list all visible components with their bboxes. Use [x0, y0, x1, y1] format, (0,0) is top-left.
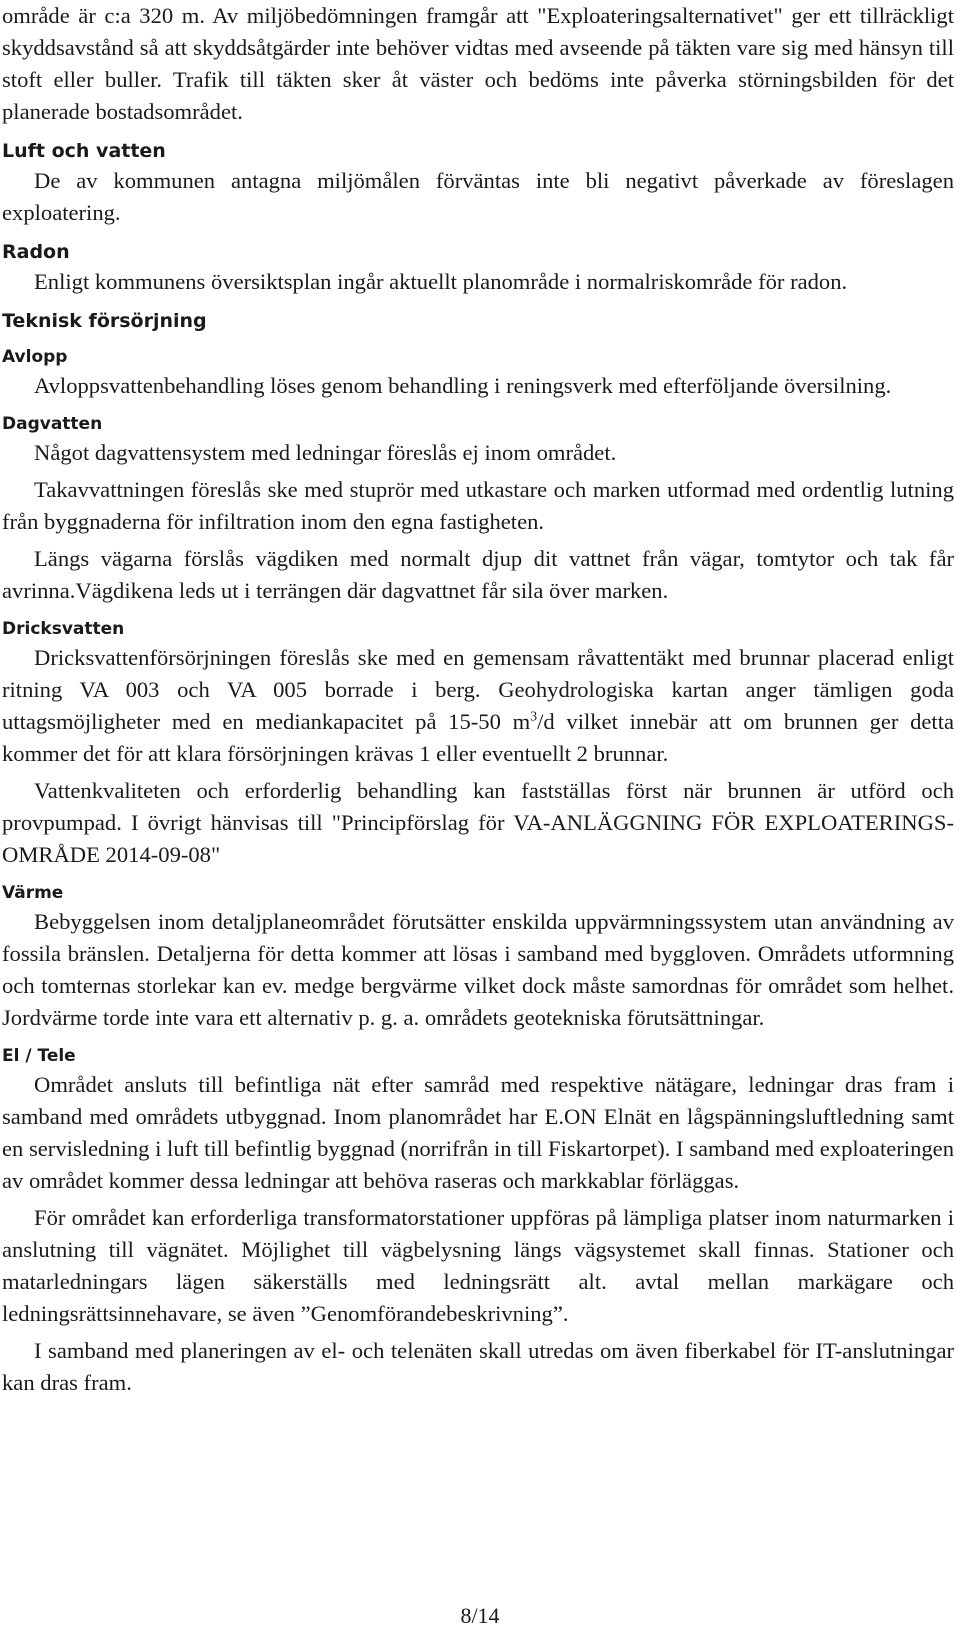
el-paragraph-1: Området ansluts till befintliga nät efter samråd med respektive nätägare, ledningar dras fram i samband med områdets utbyggnad. Inom planområdet har E.ON Elnät en lågspänningsluftledning samt en servisledning i luft till befintlig byggnad (norrifrån in till Fiskartorpet). I samband med exploateringen av området kommer dessa ledningar att behöva raseras och markkablar förläggas.: [2, 1072, 954, 1193]
dricksvatten-text-a: Dricksvattenförsörjningen föreslås ske med en gemensam råvattentäkt med brunnar placerad enligt ritning VA 003 och VA 005 borrade i berg. Geohydrologiska kartan anger tämligen goda uttagsmöjligheter med en mediankapacitet på 15-50 m: [2, 645, 954, 734]
dricksvatten-paragraph-2: Vattenkvaliteten och erforderlig behandling kan fastställas först när brunnen är utförd och provpumpad. I övrigt hänvisas till "Principförslag för VA-ANLÄGGNING FÖR EXPLOATERINGS- OMRÅDE 2014-09-08": [2, 778, 954, 867]
heading-avlopp: Avlopp: [2, 347, 68, 367]
dagvatten-paragraph-3: Längs vägarna förslås vägdiken med normalt djup dit vattnet från vägar, tomtytor och tak får avrinna.Vägdikena leds ut i terrängen där dagvattnet får sila över marken.: [2, 546, 954, 603]
heading-teknisk-forsorjning: Teknisk försörjning: [2, 310, 207, 332]
varme-paragraph: Bebyggelsen inom detaljplaneområdet förutsätter enskilda uppvärmningssystem utan användning av fossila bränslen. Detaljerna för detta kommer att lösas i samband med byggloven. Områdets utformning och tomternas storlekar kan ev. medge bergvärme vilket dock måste samordnas för området som helhet. Jordvärme torde inte vara ett alternativ p. g. a. områdets geotekniska förutsättningar.: [2, 909, 954, 1030]
heading-dagvatten: Dagvatten: [2, 414, 103, 434]
page-number: 8/14: [460, 1603, 500, 1628]
page-body: [2, 0, 954, 1399]
heading-el-tele: El / Tele: [2, 1046, 76, 1066]
heading-varme: Värme: [2, 883, 64, 903]
dricksvatten-text-b: /d vilket innebär att om brunnen ger detta kommer det för att klara försörjningen krävas 1 eller eventuellt 2 brunnar.: [2, 709, 955, 766]
cubic-superscript: 3: [530, 709, 538, 725]
el-paragraph-3: I samband med planeringen av el- och telenäten skall utredas om även fiberkabel för IT-anslutningar kan dras fram.: [2, 1338, 954, 1395]
heading-radon: Radon: [2, 241, 70, 263]
luft-paragraph: De av kommunen antagna miljömålen förväntas inte bli negativt påverkade av föreslagen exploatering.: [2, 168, 954, 225]
heading-dricksvatten: Dricksvatten: [2, 619, 125, 639]
avlopp-paragraph: Avloppsvattenbehandling löses genom behandling i reningsverk med efterföljande översilning.: [34, 373, 892, 398]
dagvatten-paragraph-2: Takavvattningen föreslås ske med stuprör med utkastare och marken utformad med ordentlig lutning från byggnaderna för infiltration inom den egna fastigheten.: [2, 477, 954, 534]
el-paragraph-2: För området kan erforderliga transformatorstationer uppföras på lämpliga platser inom naturmarken i anslutning till vägnätet. Möjlighet till vägbelysning längs vägsystemet skall finnas. Stationer och matarledningars lägen säkerställs med ledningsrätt alt. avtal mellan markägare och ledningsrättsinnehavare, se även ”Genomförandebeskrivning”.: [2, 1205, 954, 1326]
heading-luft-och-vatten: Luft och vatten: [2, 140, 166, 162]
radon-paragraph: Enligt kommunens översiktsplan ingår aktuellt planområde i normalriskområde för radon.: [34, 269, 848, 294]
dricksvatten-paragraph-1: [2, 642, 954, 770]
intro-paragraph: område är c:a 320 m. Av miljöbedömningen framgår att "Exploateringsalternativet" ger ett tillräckligt skyddsavstånd så att skyddsåtgärder inte behöver vidtas med avseende på täkten vare sig med hänsyn till stoft eller buller. Trafik till täkten sker åt väster och bedöms inte påverka störningsbilden för det planerade bostadsområdet.: [2, 3, 954, 124]
dagvatten-paragraph-1: Något dagvattensystem med ledningar föreslås ej inom området.: [34, 440, 617, 465]
